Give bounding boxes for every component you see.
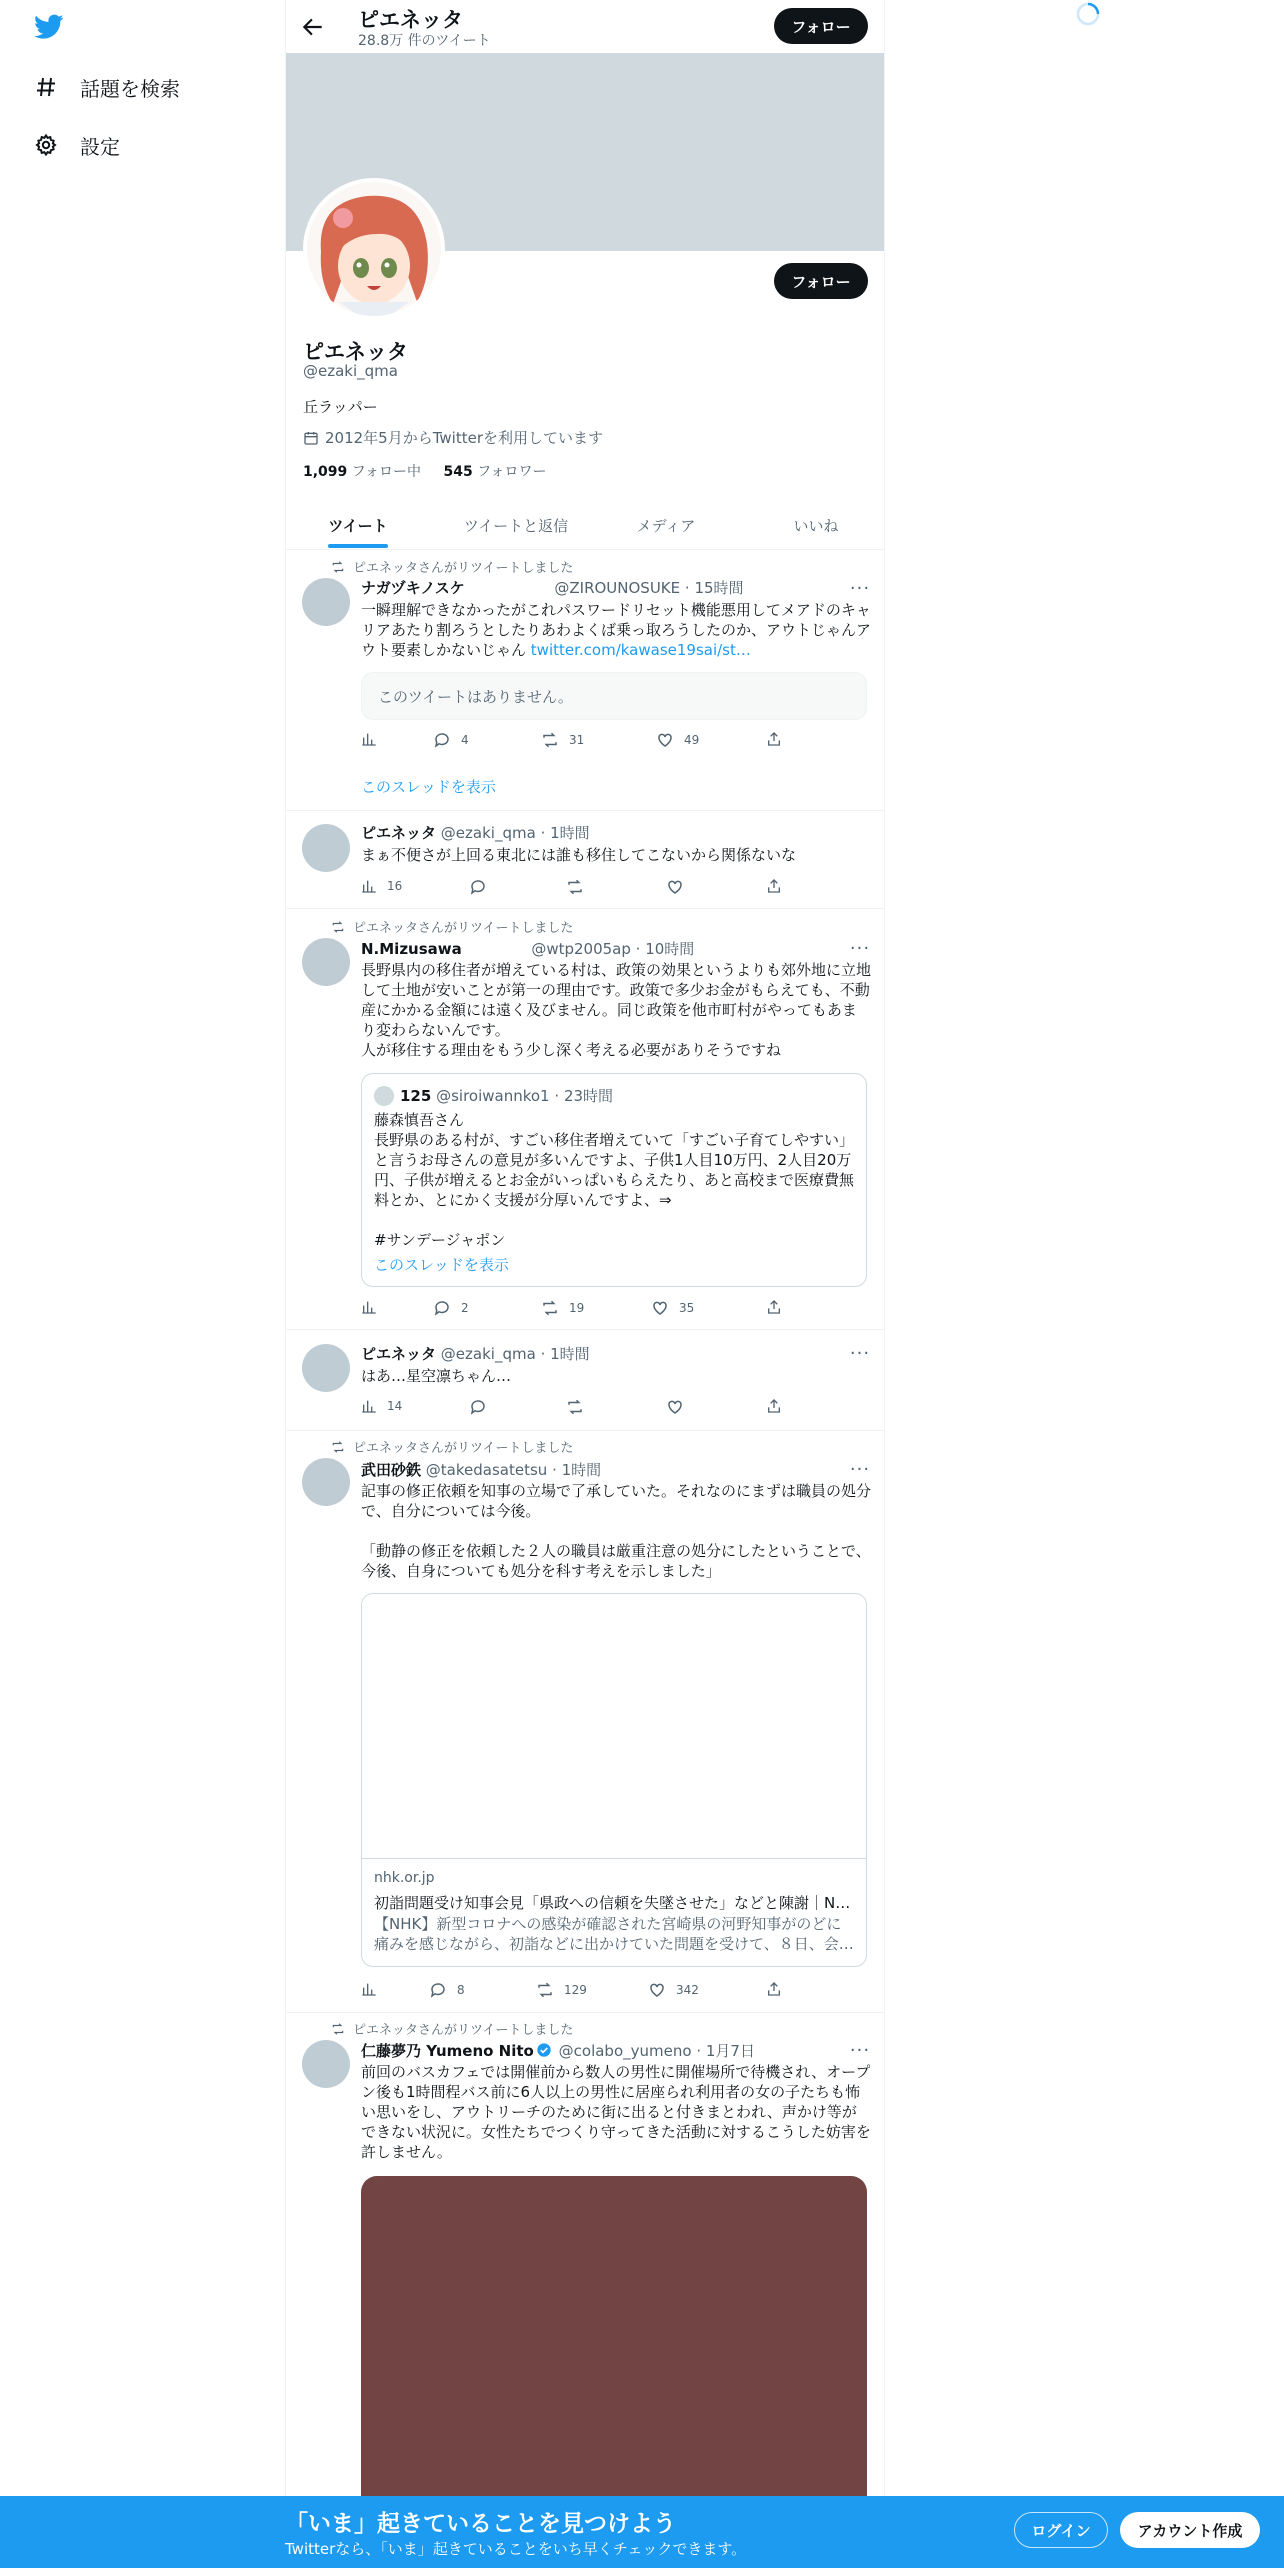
views-button[interactable] [361,1299,387,1315]
quoted-author-name: 125 [400,1087,432,1105]
profile-handle: @ezaki_qma [303,362,398,380]
main-column [285,0,885,2568]
tweet-text [361,600,871,660]
quoted-avatar [374,1086,394,1106]
tweet-header: ナガヅキノスケ @ZIROUNOSUKE · 15時間 [361,579,744,597]
views-icon [361,878,377,894]
unavailable-quote: このツイートはありません。 [361,672,867,720]
quoted-header: 125 @siroiwannko1 · 23時間 [400,1087,614,1105]
reply-button[interactable] [469,878,497,896]
retweet-button[interactable] [541,1299,584,1317]
retweet-icon [331,2022,345,2036]
tweet-time[interactable]: 1月7日 [705,2042,755,2060]
reply-count: 4 [461,733,469,747]
share-button[interactable] [766,1981,792,1997]
like-icon [666,878,684,896]
retweet-button[interactable] [541,731,584,749]
tweet-time[interactable]: 10時間 [645,940,695,958]
share-icon [766,731,782,747]
reply-icon [469,1398,487,1416]
following-label: フォロー中 [351,464,422,480]
tweet-author-name[interactable]: N.Mizusawa [361,940,462,958]
share-button[interactable] [766,1299,792,1315]
like-button[interactable] [666,1398,694,1416]
avatar[interactable] [302,1344,350,1392]
tweet-author-handle[interactable]: @wtp2005ap [531,940,631,958]
views-icon [361,1299,377,1315]
signup-bottom-bar [0,2496,1284,2568]
bottom-bar-subtitle: Twitterなら、「いま」起きていることをいち早くチェックできます。 [285,2540,747,2558]
show-thread-link[interactable]: このスレッドを表示 [361,778,496,796]
retweet-icon [536,1981,554,1999]
tweet-text: 記事の修正依頼を知事の立場で了承していた。それなのにまずは職員の処分で、自分については今後。 「動静の修正を依頼した２人の職員は厳重注意の処分にしたということで、今後、自身についても処分を科す考えを示しました」 [361,1482,872,1580]
tweet-text-content: 一瞬理解できなかったがこれパスワードリセット機能悪用してメアドのキャリアあたり割ろうとしたりあわよくば乗っ取ろうしたのか、アウトじゃんアウト要素しかないじゃん [361,601,872,659]
retweet-icon [566,1398,584,1416]
avatar[interactable] [302,938,350,986]
login-button[interactable]: ログイン [1014,2512,1108,2548]
followers-link[interactable] [444,464,547,480]
quoted-text: 藤森慎吾さん 長野県のある村が、すごい移住者増えていて「すごい子育てしやすい」と言うお母さんの意見が多いんですよ、子供1人目10万円、2人目20万円、子供が増えるとお金がいっぱいもらえたり、あと高校まで医療費無料とか、とにかく支援が分厚いんですよ、⇒ #サンデージャポン [374,1111,855,1249]
like-icon [648,1981,666,1999]
tab-active-indicator [328,544,388,548]
reply-button[interactable] [469,1398,497,1416]
retweet-icon [541,1299,559,1317]
divider [286,810,884,811]
tweet-actions [361,1981,791,2001]
link-card-image [362,1594,866,1859]
avatar[interactable] [302,1458,350,1506]
avatar[interactable] [302,578,350,626]
tweet-author-name[interactable]: ピエネッタ [361,1345,437,1363]
quoted-show-thread-link[interactable]: このスレッドを表示 [374,1256,509,1274]
link-card-description: 【NHK】新型コロナへの感染が確認された宮崎県の河野知事がのどに痛みを感じながら、初詣などに出かけていた問題を受けて、８日、会… [374,1915,854,1953]
tweet-actions [361,1299,791,1319]
views-icon [361,1398,377,1414]
tweet-author-handle[interactable]: @ezaki_qma [440,824,536,842]
profile-joined [303,427,603,448]
tweet-time[interactable]: 1時間 [550,824,590,842]
reply-button[interactable] [433,731,469,749]
retweet-icon [541,731,559,749]
nav-explore[interactable] [34,67,180,107]
like-button[interactable] [666,878,694,896]
tweet-author-name[interactable]: ナガヅキノスケ [361,579,465,597]
share-button[interactable] [766,731,792,747]
retweet-icon [566,878,584,896]
reply-button[interactable] [429,1981,465,1999]
like-icon [656,731,674,749]
avatar[interactable] [302,2040,350,2088]
avatar[interactable] [302,824,350,872]
divider [286,908,884,909]
more-icon[interactable]: ··· [849,937,871,959]
profile-topbar [286,0,884,53]
twitter-logo-icon[interactable] [34,14,64,44]
retweet-context-text: ピエネッタさんがリツイートしました [353,561,574,576]
profile-follow-button[interactable]: フォロー [774,263,868,299]
views-button[interactable] [361,878,402,894]
link-card-domain: nhk.or.jp [374,1870,435,1886]
calendar-icon [303,430,319,446]
tweet-actions [361,1398,791,1418]
profile-joined-text: 2012年5月からTwitterを利用しています [325,429,603,447]
loading-spinner-icon [1076,2,1100,26]
retweet-count: 31 [569,733,585,747]
nav-settings-label: 設定 [80,134,120,159]
reply-icon [433,1299,451,1317]
tweet-header: 仁藤夢乃 Yumeno Nito @colabo_yumeno · 1月7日 [361,2042,755,2060]
tweet-author-name[interactable]: ピエネッタ [361,824,437,842]
tweet-text: まぁ不便さが上回る東北には誰も移住してこないから関係ないな [361,846,797,864]
like-button[interactable] [648,1981,699,1999]
tab-likes[interactable]: いいね [793,516,839,535]
tweet-author-handle[interactable]: @colabo_yumeno [558,2042,692,2060]
like-button[interactable] [656,731,699,749]
divider [286,2012,884,2013]
retweet-count: 19 [569,1301,585,1315]
retweet-icon [331,920,345,934]
tab-tweets[interactable]: ツイート [328,516,388,535]
views-count: 14 [387,1399,403,1413]
nav-explore-label: 話題を検索 [80,76,180,101]
views-icon [361,1981,377,1997]
tweet-author-name[interactable]: 仁藤夢乃 Yumeno Nito [361,2042,534,2060]
quoted-time: 23時間 [563,1087,614,1105]
like-icon [651,1299,669,1317]
retweet-icon [331,1440,345,1454]
views-count: 16 [387,879,403,893]
profile-name: ピエネッタ [303,340,408,364]
tweet-actions [361,731,791,751]
topbar-name: ピエネッタ [358,8,463,32]
reply-button[interactable] [433,1299,469,1317]
verified-icon [536,2042,552,2058]
retweet-context [331,557,573,576]
tweet-author-handle[interactable]: @ezaki_qma [440,1345,536,1363]
like-count: 49 [684,733,700,747]
tweet-link[interactable]: twitter.com/kawase19sai/st… [530,641,751,659]
retweet-context-text: ピエネッタさんがリツイートしました [353,2023,574,2038]
retweet-count: 129 [564,1983,587,1997]
more-icon[interactable]: ··· [849,1458,871,1480]
quoted-author-handle: @siroiwannko1 [436,1087,550,1105]
tweet-header: N.Mizusawa @wtp2005ap · 10時間 [361,940,695,958]
tweet-text: はあ…星空凛ちゃん… [361,1367,512,1385]
gear-icon [34,133,58,157]
views-button[interactable] [361,1981,387,1997]
divider [286,1430,884,1431]
back-arrow-icon[interactable] [300,14,326,40]
more-icon[interactable]: ··· [849,2039,871,2061]
retweet-context [331,2019,573,2038]
retweet-button[interactable] [566,878,594,896]
like-count: 342 [676,1983,699,1997]
tab-media[interactable]: メディア [636,516,696,535]
more-icon[interactable]: ··· [849,1342,871,1364]
share-icon [766,1299,782,1315]
share-icon [766,1981,782,1997]
tweet-text: 長野県内の移住者が増えている村は、政策の効果というよりも郊外地に立地して土地が安いことが第一の理由です。政策で多少お金がもらえても、不動産にかかる金額には遠く及びません。同じ政策を他市町村がやってもあまり変わらないんです。 人が移住する理由をもう少し深く考える必要がありそうですね [361,961,872,1059]
retweet-button[interactable] [536,1981,587,1999]
share-icon [766,1398,782,1414]
tweet-header: 武田砂鉄 @takedasatetsu · 1時間 [361,1461,602,1479]
tweet-author-name[interactable]: 武田砂鉄 [361,1461,422,1479]
hashtag-icon [34,75,58,99]
tweet-text: 前回のバスカフェでは開催前から数人の男性に開催場所で待機され、オープン後も1時間程バス前に6人以上の男性に居座られ利用者の女の子たちも怖い思いをし、アウトリーチのために街に出ると付きまとわれ、声かけ等ができない状況に。女性たちでつくり守ってきた活動に対するこうした妨害を許しません。 [361,2063,871,2161]
tweet-header: ピエネッタ @ezaki_qma · 1時間 [361,1345,590,1363]
divider [286,1329,884,1330]
views-icon [361,731,377,747]
views-button[interactable] [361,1398,402,1414]
following-link[interactable] [303,464,421,480]
like-icon [666,1398,684,1416]
tweet-author-handle[interactable]: @takedasatetsu [425,1461,548,1479]
reply-count: 8 [457,1983,465,1997]
tweet-header: ピエネッタ @ezaki_qma · 1時間 [361,824,590,842]
following-count: 1,099 [303,464,348,480]
tweet-time[interactable]: 1時間 [561,1461,602,1479]
quoted-tweet[interactable] [361,1073,867,1287]
tab-tweets-replies[interactable]: ツイートと返信 [463,516,569,535]
reply-count: 2 [461,1301,469,1315]
reply-icon [429,1981,447,1999]
tweet-time[interactable]: 15時間 [694,579,744,597]
tweet-author-handle[interactable]: @ZIROUNOSUKE [554,579,681,597]
reply-icon [433,731,451,749]
tweet-time[interactable]: 1時間 [550,1345,590,1363]
share-button[interactable] [766,878,792,894]
retweet-context-text: ピエネッタさんがリツイートしました [353,1441,574,1456]
nav-settings[interactable] [34,125,120,165]
followers-label: フォロワー [477,464,547,480]
profile-follow-stats [303,461,547,481]
retweet-context-text: ピエネッタさんがリツイートしました [353,921,574,936]
retweet-context [331,917,573,936]
topbar-tweet-count: 28.8万 件のツイート [358,33,491,49]
reply-icon [469,878,487,896]
retweet-icon [331,560,345,574]
link-card-title: 初詣問題受け知事会見「県政への信頼を失墜させた」などと陳謝｜N… [374,1894,851,1912]
profile-tabs [286,500,884,550]
more-icon[interactable]: ··· [849,577,871,599]
topbar-follow-button[interactable]: フォロー [774,8,868,44]
share-button[interactable] [766,1398,792,1414]
like-count: 35 [679,1301,695,1315]
share-icon [766,878,782,894]
followers-count: 545 [443,464,473,480]
retweet-context [331,1437,573,1456]
signup-button[interactable]: アカウント作成 [1120,2512,1260,2548]
bottom-bar-title: 「いま」起きていることを見つけよう [285,2511,676,2537]
views-button[interactable] [361,731,387,747]
link-card[interactable] [361,1593,867,1967]
tweet-actions [361,878,791,898]
profile-bio: 丘ラッパー [303,398,378,416]
profile-avatar[interactable] [303,178,445,320]
retweet-button[interactable] [566,1398,594,1416]
like-button[interactable] [651,1299,694,1317]
